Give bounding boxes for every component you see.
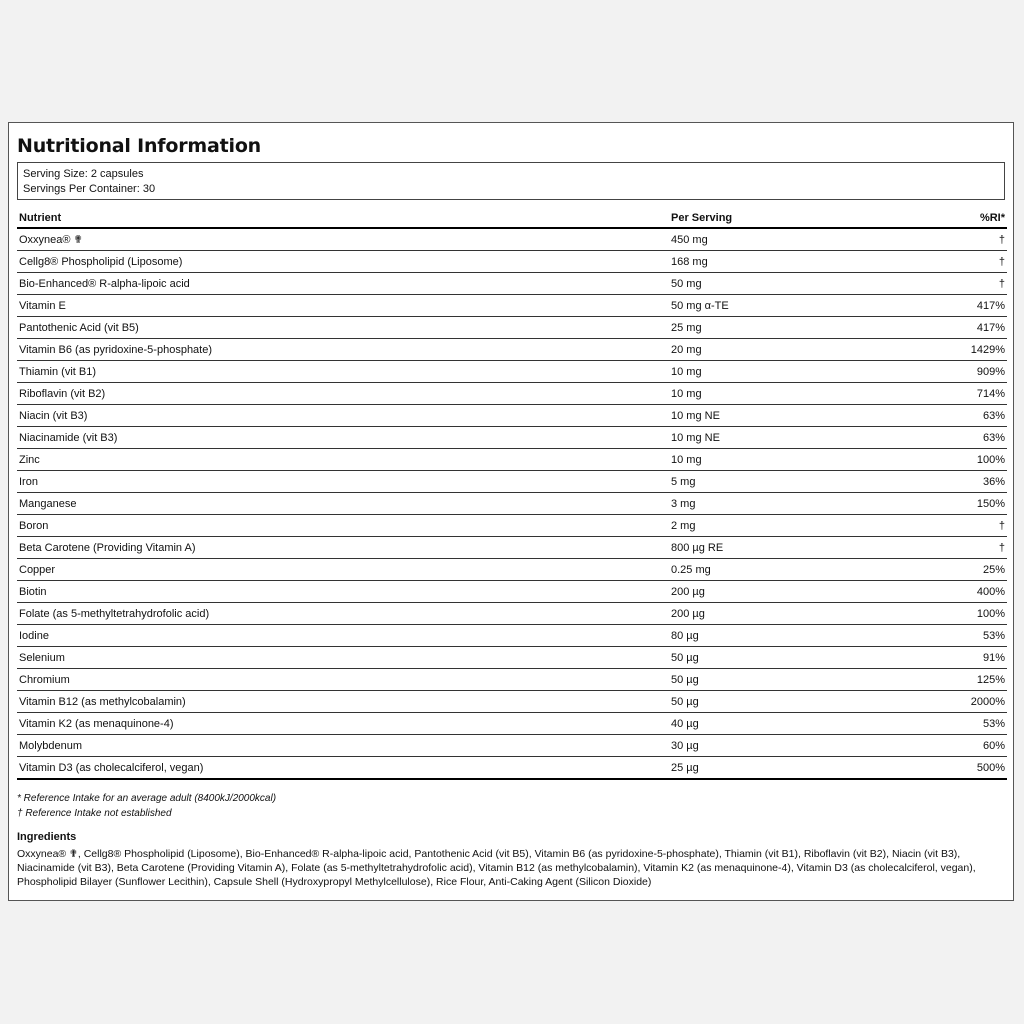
per-serving-amount: 450 mg	[669, 228, 913, 251]
nutrient-name: Riboflavin (vit B2)	[17, 383, 669, 405]
nutrition-panel	[8, 122, 1014, 901]
nutrient-name: Iron	[17, 471, 669, 493]
ri-percent: 125%	[913, 669, 1007, 691]
page-title: Nutritional Information	[17, 135, 261, 157]
per-serving-amount: 50 mg	[669, 273, 913, 295]
nutrient-name: Zinc	[17, 449, 669, 471]
table-row	[17, 757, 1007, 780]
table-header-row	[17, 208, 1007, 228]
per-serving-amount: 30 µg	[669, 735, 913, 757]
table-row	[17, 449, 1007, 471]
nutrient-name: Niacinamide (vit B3)	[17, 427, 669, 449]
footnote-reference-intake: * Reference Intake for an average adult (8400kJ/2000kcal)	[17, 793, 277, 804]
ri-percent: 36%	[913, 471, 1007, 493]
nutrient-name: Vitamin B6 (as pyridoxine-5-phosphate)	[17, 339, 669, 361]
header-per-serving: Per Serving	[669, 208, 913, 228]
ri-percent: †	[913, 251, 1007, 273]
ri-percent: 150%	[913, 493, 1007, 515]
per-serving-amount: 10 mg	[669, 361, 913, 383]
per-serving-amount: 168 mg	[669, 251, 913, 273]
table-row	[17, 691, 1007, 713]
per-serving-amount: 10 mg NE	[669, 427, 913, 449]
table-row	[17, 251, 1007, 273]
table-row	[17, 361, 1007, 383]
ri-percent: 53%	[913, 713, 1007, 735]
per-serving-amount: 200 µg	[669, 581, 913, 603]
ri-percent: 63%	[913, 405, 1007, 427]
ri-percent: 400%	[913, 581, 1007, 603]
nutrient-name: Beta Carotene (Providing Vitamin A)	[17, 537, 669, 559]
nutrient-name: Molybdenum	[17, 735, 669, 757]
ri-percent: 909%	[913, 361, 1007, 383]
ri-percent: †	[913, 515, 1007, 537]
header-ri: %RI*	[913, 208, 1007, 228]
per-serving-amount: 10 mg	[669, 383, 913, 405]
table-row	[17, 383, 1007, 405]
footnotes	[17, 791, 1005, 821]
per-serving-amount: 50 µg	[669, 647, 913, 669]
header-nutrient: Nutrient	[17, 208, 669, 228]
table-row	[17, 537, 1007, 559]
per-serving-amount: 200 µg	[669, 603, 913, 625]
table-row	[17, 273, 1007, 295]
per-serving-amount: 10 mg NE	[669, 405, 913, 427]
ingredients-text: Oxxynea® ✟, Cellg8® Phospholipid (Liposome), Bio-Enhanced® R-alpha-lipoic acid, Pantothenic Acid (vit B5), Vitamin B6 (as pyridoxine-5-phosphate), Thiamin (vit B1), Riboflavin (vit B2), Niacin (vit B3), Niacinamide (vit B3), Beta Carotene (Providing Vitamin A), Folate (as 5-methyltetrahydrofolic acid), Vitamin B12 (as methylcobalamin), Vitamin K2 (as menaquinone-4), Vitamin D3 (as cholecalciferol, vegan), Phospholipid Bilayer (Sunflower Lecithin), Capsule Shell (Hydroxypropyl Methylcellulose), Rice Flour, Anti-Caking Agent (Silicon Dioxide)	[17, 848, 976, 888]
per-serving-amount: 5 mg	[669, 471, 913, 493]
nutrient-name: Biotin	[17, 581, 669, 603]
table-row	[17, 735, 1007, 757]
nutrient-name: Vitamin E	[17, 295, 669, 317]
ri-percent: 1429%	[913, 339, 1007, 361]
table-row	[17, 603, 1007, 625]
table-row	[17, 647, 1007, 669]
nutrient-name: Thiamin (vit B1)	[17, 361, 669, 383]
table-row	[17, 669, 1007, 691]
ri-percent: 91%	[913, 647, 1007, 669]
per-serving-amount: 50 µg	[669, 669, 913, 691]
ri-percent: 63%	[913, 427, 1007, 449]
nutrient-name: Folate (as 5-methyltetrahydrofolic acid)	[17, 603, 669, 625]
ri-percent: 714%	[913, 383, 1007, 405]
per-serving-amount: 50 µg	[669, 691, 913, 713]
ri-percent: 100%	[913, 449, 1007, 471]
per-serving-amount: 40 µg	[669, 713, 913, 735]
nutrient-name: Vitamin B12 (as methylcobalamin)	[17, 691, 669, 713]
footnote-not-established: † Reference Intake not established	[17, 808, 172, 819]
per-serving-amount: 50 mg α-TE	[669, 295, 913, 317]
per-serving-amount: 80 µg	[669, 625, 913, 647]
nutrient-name: Copper	[17, 559, 669, 581]
nutrient-name: Cellg8® Phospholipid (Liposome)	[17, 251, 669, 273]
ri-percent: 417%	[913, 295, 1007, 317]
per-serving-amount: 800 µg RE	[669, 537, 913, 559]
ri-percent: 53%	[913, 625, 1007, 647]
per-serving-amount: 3 mg	[669, 493, 913, 515]
servings-per-container: Servings Per Container: 30	[23, 183, 156, 195]
nutrient-name: Boron	[17, 515, 669, 537]
table-row	[17, 515, 1007, 537]
table-row	[17, 559, 1007, 581]
per-serving-amount: 10 mg	[669, 449, 913, 471]
nutrient-name: Chromium	[17, 669, 669, 691]
serving-info-box	[17, 162, 1005, 200]
table-row	[17, 228, 1007, 251]
nutrient-name: Vitamin K2 (as menaquinone-4)	[17, 713, 669, 735]
table-row	[17, 405, 1007, 427]
nutrient-name: Bio-Enhanced® R-alpha-lipoic acid	[17, 273, 669, 295]
table-row	[17, 713, 1007, 735]
ri-percent: †	[913, 537, 1007, 559]
ri-percent: †	[913, 228, 1007, 251]
nutrient-name: Vitamin D3 (as cholecalciferol, vegan)	[17, 757, 669, 780]
ri-percent: 500%	[913, 757, 1007, 780]
ri-percent: 417%	[913, 317, 1007, 339]
table-row	[17, 581, 1007, 603]
ri-percent: 2000%	[913, 691, 1007, 713]
per-serving-amount: 0.25 mg	[669, 559, 913, 581]
per-serving-amount: 25 µg	[669, 757, 913, 780]
table-row	[17, 427, 1007, 449]
ri-percent: 25%	[913, 559, 1007, 581]
per-serving-amount: 20 mg	[669, 339, 913, 361]
ingredients-title: Ingredients	[17, 831, 77, 843]
table-row	[17, 493, 1007, 515]
ri-percent: 60%	[913, 735, 1007, 757]
table-row	[17, 625, 1007, 647]
per-serving-amount: 2 mg	[669, 515, 913, 537]
ri-percent: †	[913, 273, 1007, 295]
table-row	[17, 317, 1007, 339]
nutrient-name: Iodine	[17, 625, 669, 647]
nutrient-name: Oxxynea® ✟	[17, 228, 669, 251]
nutrition-table	[17, 208, 1007, 780]
table-row	[17, 471, 1007, 493]
table-row	[17, 295, 1007, 317]
nutrient-name: Pantothenic Acid (vit B5)	[17, 317, 669, 339]
ri-percent: 100%	[913, 603, 1007, 625]
table-row	[17, 339, 1007, 361]
per-serving-amount: 25 mg	[669, 317, 913, 339]
serving-size: Serving Size: 2 capsules	[23, 168, 144, 180]
nutrient-name: Manganese	[17, 493, 669, 515]
nutrient-name: Selenium	[17, 647, 669, 669]
nutrient-name: Niacin (vit B3)	[17, 405, 669, 427]
nutrition-table-body	[17, 228, 1007, 779]
